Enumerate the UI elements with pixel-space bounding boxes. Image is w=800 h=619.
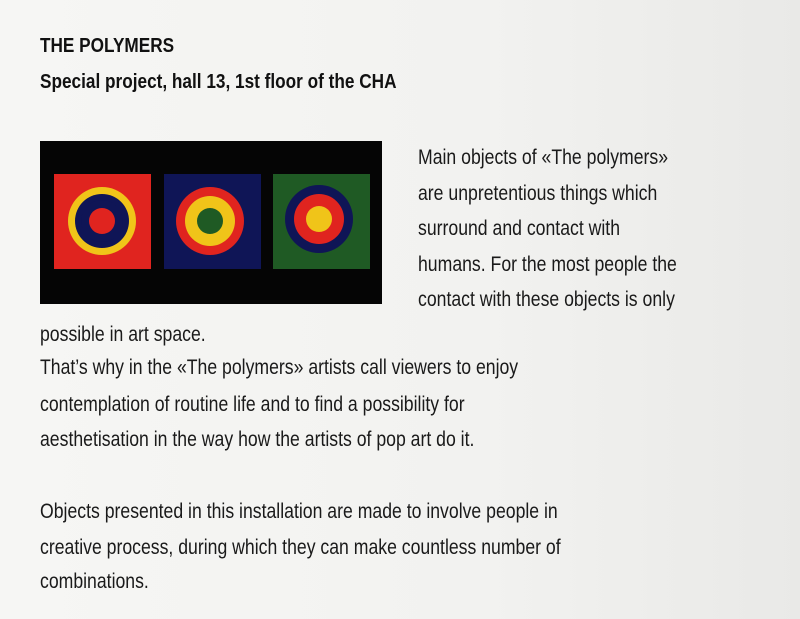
body-line: possible in art space. xyxy=(40,323,206,346)
artwork-panel-red xyxy=(54,174,151,269)
page-title: THE POLYMERS xyxy=(40,35,175,57)
target-circle-icon xyxy=(164,174,261,269)
page-subtitle: Special project, hall 13, 1st floor of the CHA xyxy=(40,71,397,93)
artwork-panel-green xyxy=(273,174,370,269)
body-line: humans. For the most people the xyxy=(418,253,677,276)
artwork-image xyxy=(40,141,382,304)
body-line: combinations. xyxy=(40,570,149,593)
artwork-panel-blue xyxy=(164,174,261,269)
body-line: are unpretentious things which xyxy=(418,182,658,205)
body-line: creative process, during which they can make countless number of xyxy=(40,536,561,559)
body-line: That’s why in the «The polymers» artists call viewers to enjoy xyxy=(40,356,519,379)
body-line: Main objects of «The polymers» xyxy=(418,146,669,169)
body-line: surround and contact with xyxy=(418,217,621,240)
body-line: aesthetisation in the way how the artists of pop art do it. xyxy=(40,428,475,451)
target-circle-icon xyxy=(273,174,370,269)
target-circle-icon xyxy=(54,174,151,269)
body-line: Objects presented in this installation are made to involve people in xyxy=(40,500,558,523)
body-line: contemplation of routine life and to find a possibility for xyxy=(40,393,465,416)
body-line: contact with these objects is only xyxy=(418,288,675,311)
